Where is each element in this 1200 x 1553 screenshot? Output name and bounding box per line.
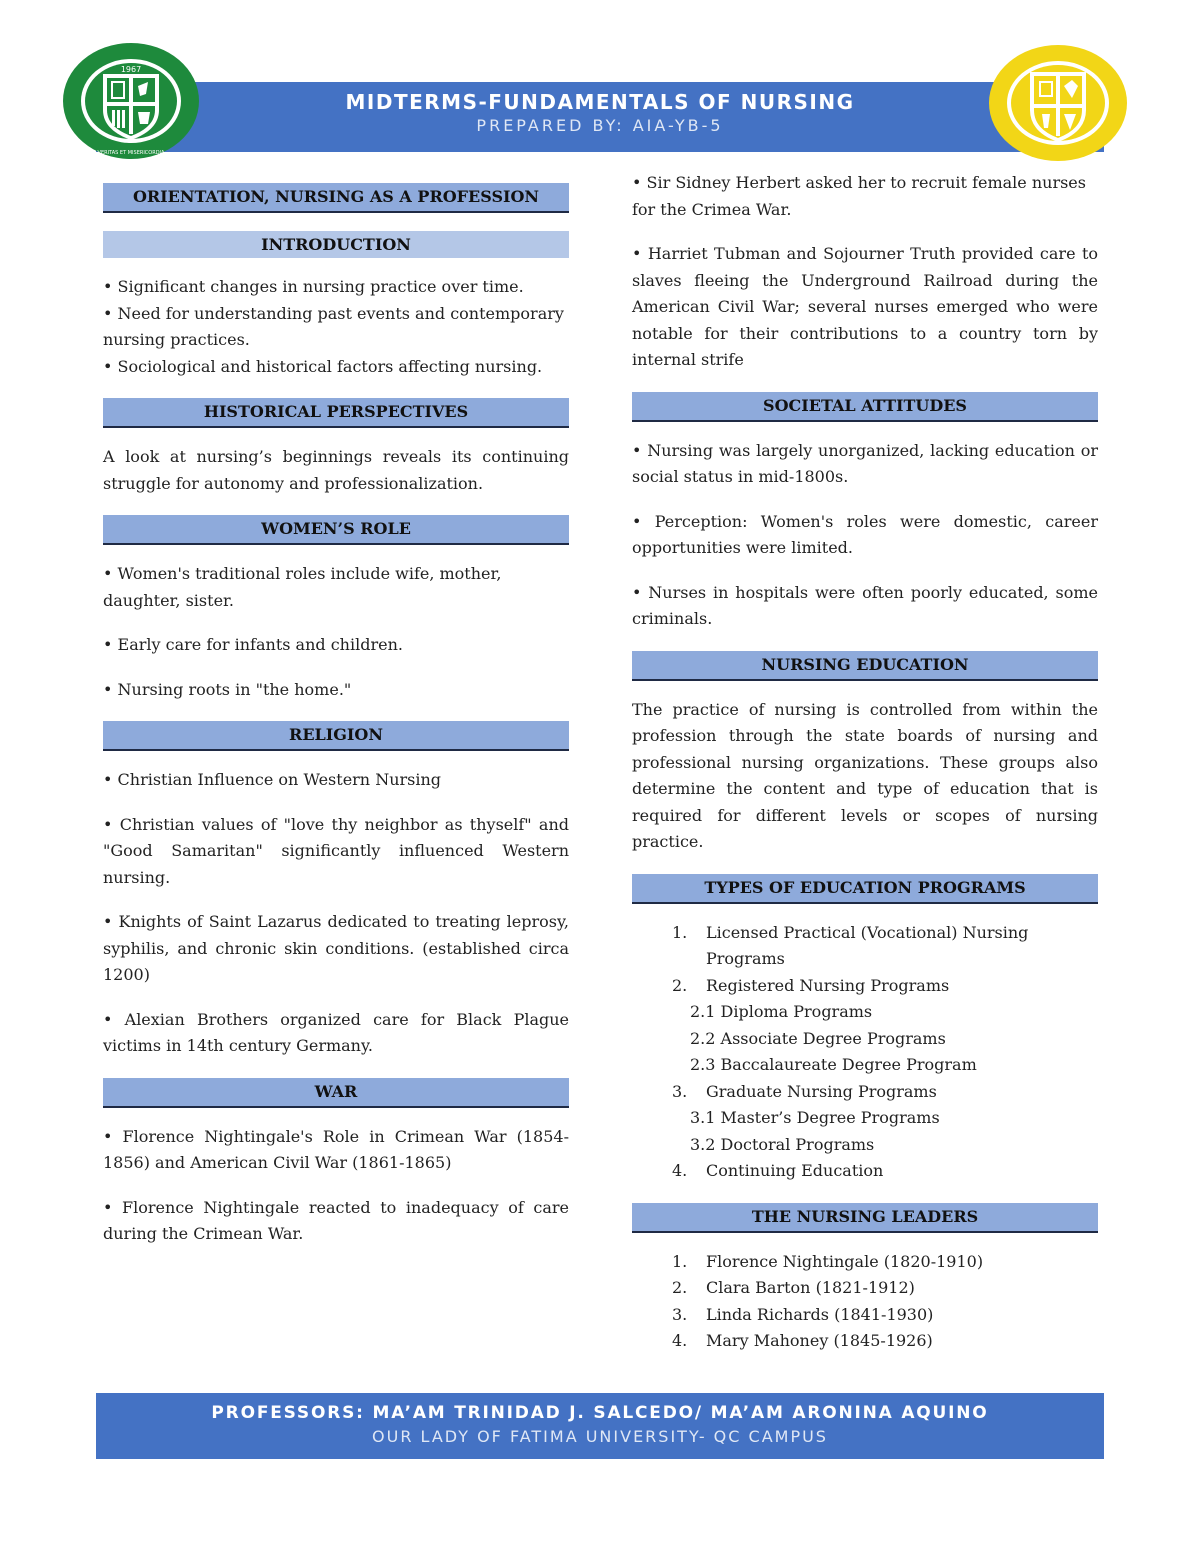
footer-band	[96, 1393, 1104, 1459]
nursing-leaders-list	[632, 1249, 1098, 1355]
seal-year: 1967	[120, 65, 142, 74]
header-band	[96, 82, 1104, 152]
section-heading-types: TYPES OF EDUCATION PROGRAMS	[632, 874, 1098, 904]
list-item: • Women's traditional roles include wife, mother, daughter, sister.	[103, 564, 502, 610]
list-item: • Need for understanding past events and contemporary nursing practices.	[103, 303, 564, 349]
list-item: • Perception: Women's roles were domestic, career opportunities were limited.	[632, 511, 1098, 557]
list-item: • Early care for infants and children.	[103, 635, 403, 654]
list-item: • Christian values of "love thy neighbor as thyself" and "Good Samaritan" significantly influenced Western nursing.	[103, 814, 569, 887]
list-item: • Sir Sidney Herbert asked her to recruit female nurses for the Crimea War.	[632, 173, 1086, 219]
list-item: • Alexian Brothers organized care for Black Plague victims in 14th century Germany.	[103, 1009, 569, 1055]
section-heading-orientation: ORIENTATION, NURSING AS A PROFESSION	[103, 183, 569, 213]
list-item: 3. Linda Richards (1841-1930)	[672, 1304, 934, 1324]
list-item: 2. Registered Nursing Programs	[672, 975, 950, 995]
section-heading-leaders: THE NURSING LEADERS	[632, 1203, 1098, 1233]
left-column	[103, 175, 569, 1266]
list-item: 4. Mary Mahoney (1845-1926)	[672, 1331, 933, 1350]
list-item: 1. Florence Nightingale (1820-1910)	[672, 1251, 984, 1271]
campus-line: OUR LADY OF FATIMA UNIVERSITY- QC CAMPUS	[372, 1427, 828, 1446]
list-item: • Nursing roots in "the home."	[103, 679, 352, 699]
nursing-education-text: The practice of nursing is controlled from within the profession through the state boards of nursing and professional nursing organizations. These groups also determine the content and type of education that is required for different levels or scopes of nursing practice.	[632, 699, 1098, 851]
historical-text: A look at nursing’s beginnings reveals its continuing struggle for autonomy and professionalization.	[103, 447, 569, 493]
list-item: 3. Graduate Nursing Programs	[672, 1081, 937, 1101]
section-heading-introduction: INTRODUCTION	[103, 231, 569, 258]
introduction-list	[103, 274, 569, 380]
prepared-by: PREPARED BY: AIA-YB-5	[476, 116, 724, 135]
section-heading-womens-role: WOMEN’S ROLE	[103, 515, 569, 545]
section-heading-societal: SOCIETAL ATTITUDES	[632, 392, 1098, 422]
list-item: 2.2 Associate Degree Programs	[690, 1028, 946, 1048]
seal-motto: VERITAS ET MISERICORDIA	[97, 150, 165, 156]
professors-line: PROFESSORS: MA’AM TRINIDAD J. SALCEDO/ MA’AM ARONINA AQUINO	[211, 1403, 989, 1423]
right-column	[632, 170, 1098, 1371]
list-item: 3.2 Doctoral Programs	[690, 1134, 875, 1154]
list-item: • Nursing was largely unorganized, lacking education or social status in mid-1800s.	[632, 440, 1098, 486]
list-item: 2.3 Baccalaureate Degree Program	[690, 1055, 977, 1074]
list-item: 3.1 Master’s Degree Programs	[690, 1108, 940, 1127]
list-item: 2.1 Diploma Programs	[690, 1002, 873, 1021]
list-item: 1. Licensed Practical (Vocational) Nursing Programs	[672, 922, 1029, 968]
list-item: • Christian Influence on Western Nursing	[103, 770, 442, 789]
section-heading-religion: RELIGION	[103, 721, 569, 751]
section-heading-historical: HISTORICAL PERSPECTIVES	[103, 398, 569, 428]
list-item: 2. Clara Barton (1821-1912)	[672, 1278, 915, 1297]
section-heading-war: WAR	[103, 1078, 569, 1108]
list-item: • Florence Nightingale reacted to inadequacy of care during the Crimean War.	[103, 1197, 569, 1243]
education-programs-list	[632, 920, 1098, 1185]
list-item: • Significant changes in nursing practice over time.	[103, 277, 524, 296]
university-seal-yellow-icon	[988, 44, 1128, 162]
university-seal-green-icon	[62, 42, 200, 160]
list-item: • Sociological and historical factors affecting nursing.	[103, 356, 543, 376]
list-item: • Knights of Saint Lazarus dedicated to treating leprosy, syphilis, and chronic skin conditions. (established circa 1200)	[103, 912, 569, 984]
section-heading-nursing-education: NURSING EDUCATION	[632, 651, 1098, 681]
list-item: • Nurses in hospitals were often poorly educated, some criminals.	[632, 582, 1098, 628]
page-title: MIDTERMS-FUNDAMENTALS OF NURSING	[345, 90, 855, 114]
list-item: • Florence Nightingale's Role in Crimean War (1854-1856) and American Civil War (1861-1865)	[103, 1126, 569, 1172]
list-item: • Harriet Tubman and Sojourner Truth provided care to slaves fleeing the Underground Railroad during the American Civil War; several nurses emerged who were notable for their contributions to a country torn by internal strife	[632, 244, 1098, 369]
list-item: 4. Continuing Education	[672, 1161, 884, 1180]
